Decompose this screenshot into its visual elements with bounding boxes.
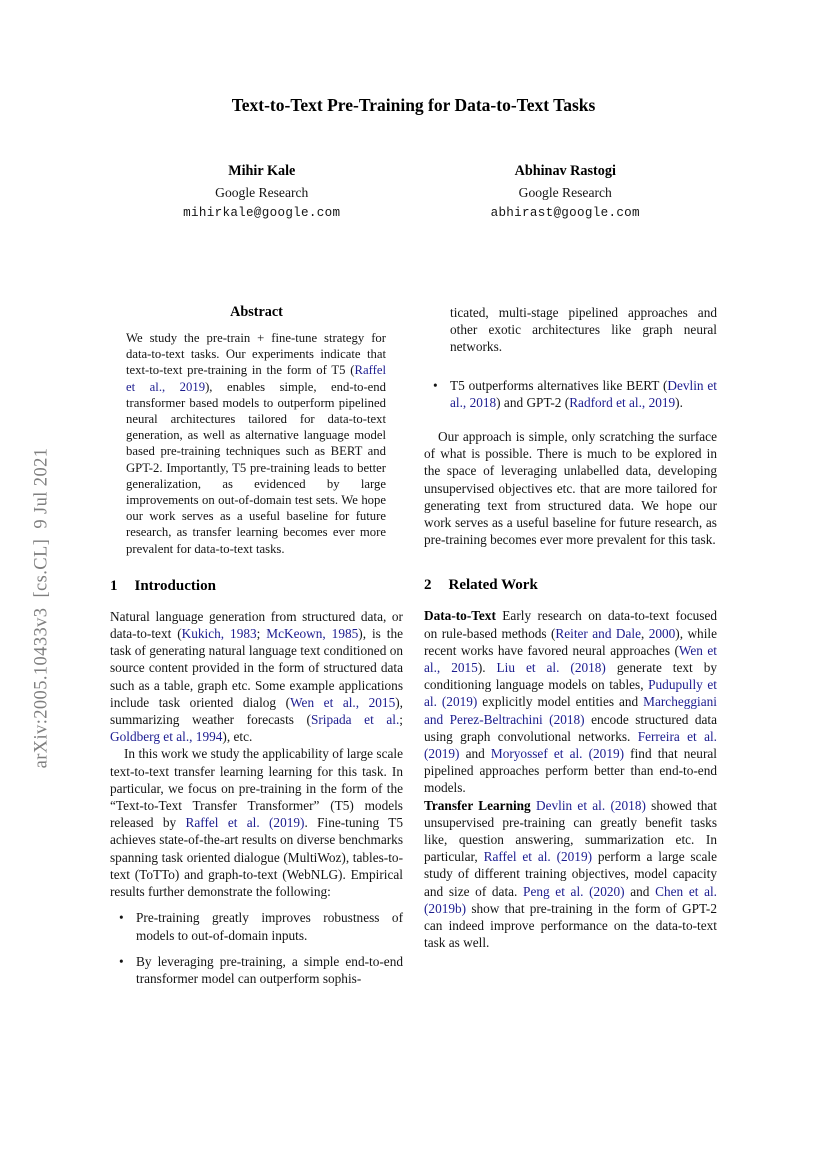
citation-link[interactable]: Wen et al., 2015 <box>424 642 717 676</box>
author-name: Abhinav Rastogi <box>514 163 616 179</box>
paragraph <box>110 745 403 900</box>
text-run: ; <box>256 626 267 642</box>
abstract-text <box>110 330 403 557</box>
citation-link[interactable]: Raffel et al., 2019 <box>126 363 386 394</box>
text-run: By leveraging pre-training, a simple end-to-end transformer model can outperform sophis- <box>136 953 403 986</box>
text-run: In this work we study the applicability of large scale text-to-text transfer learning learning for this task. In particular, we focus on pre-training in the form of the “Text-to-Text Transfer Transformer” (T5) models released by <box>110 746 403 831</box>
text-run: ticated, multi-stage pipelined approaches and other exotic architectures like graph neural networks. <box>450 305 717 355</box>
text-run: Our approach is simple, only scratching the surface of what is possible. There is much to be explored in the space of leveraging unlabelled data, developing unsupervised objectives etc. that are more tailored for generating text from structured data. We hope our work serves as a useful baseline for future research, as pre-training becomes ever more prevalent for this task. <box>424 429 717 548</box>
citation-link[interactable]: Wen et al., 2015 <box>290 694 396 710</box>
text-run: ; <box>399 712 403 728</box>
bullet-list-item <box>110 953 403 987</box>
text-run: ), while recent works have favored neural approaches ( <box>424 625 717 658</box>
citation-link[interactable]: Raffel et al. (2019) <box>483 849 593 865</box>
citation-link[interactable]: McKeown, 1985 <box>266 626 359 642</box>
paper-title: Text-to-Text Pre-Training for Data-to-Text Tasks <box>231 95 596 115</box>
section-number: 1 <box>110 577 118 594</box>
text-run: ) and GPT-2 ( <box>496 394 570 410</box>
text-run: encode structured data using graph convolutional networks. <box>424 711 717 744</box>
text-run: We study the pre-train + fine-tune strategy for data-to-text tasks. Our experiments indicate that text-to-text pre-training in the form of T5 ( <box>126 331 386 378</box>
bullet-text <box>136 953 403 987</box>
text-run: ), summarizing weather forecasts ( <box>110 694 403 728</box>
text-run: explicitly model entities and <box>477 694 644 710</box>
citation-link[interactable]: 2000 <box>648 625 676 641</box>
paragraph-lead-label: Data-to-Text <box>424 608 496 624</box>
citation-link[interactable]: Sripada et al. <box>310 712 400 728</box>
text-run: ). <box>477 660 497 676</box>
citation-link[interactable]: Goldberg et al., 1994 <box>110 729 223 745</box>
author-block <box>110 163 414 220</box>
text-run: show that pre-training in the form of GPT-2 can indeed improve performance on the data-to-text task as well. <box>424 900 717 951</box>
citation-link[interactable]: Reiter and Dale <box>555 625 641 641</box>
citation-link[interactable]: Radford et al., 2019 <box>569 394 676 410</box>
citation-link[interactable]: Pudupully et al. (2019) <box>424 677 717 710</box>
section-number: 2 <box>424 577 432 594</box>
paragraph-lead-label: Transfer Learning <box>424 797 531 813</box>
bullet-list-item <box>110 909 403 943</box>
citation-link[interactable]: Liu et al. (2018) <box>496 660 606 676</box>
citation-link[interactable]: Ferreira et al. (2019) <box>424 728 718 762</box>
citation-link[interactable]: Chen et al. (2019b) <box>424 883 717 916</box>
citation-link[interactable]: Peng et al. (2020) <box>523 883 625 899</box>
text-run: and <box>624 883 656 899</box>
section-heading-introduction <box>110 578 403 595</box>
text-run: and <box>459 746 491 762</box>
bullet-text <box>136 909 403 943</box>
paragraph <box>424 607 717 796</box>
bullet-text <box>450 377 717 411</box>
column-left <box>110 304 403 987</box>
author-block <box>414 163 718 220</box>
paragraph <box>110 608 403 746</box>
citation-link[interactable]: Kukich, 1983 <box>181 626 257 642</box>
text-run: T5 outperforms alternatives like BERT ( <box>450 377 668 393</box>
author-affiliation: Google Research <box>215 185 309 200</box>
bullet-list-item <box>424 377 717 411</box>
paragraph <box>424 428 717 548</box>
paragraph <box>424 797 717 952</box>
text-run: ), etc. <box>222 729 253 745</box>
text-run: perform a large scale study of different training objectives, model capacity and size of data. <box>424 849 718 899</box>
text-run: showed that unsupervised pre-training can greatly benefit tasks like, question answering, summarization etc. In particular, <box>424 797 717 865</box>
section-heading-related-work <box>424 577 717 594</box>
arxiv-stamp[interactable]: arXiv:2005.10433v3 [cs.CL] 9 Jul 2021 <box>31 447 52 769</box>
citation-link[interactable]: Devlin et al., 2018 <box>450 377 717 410</box>
author-affiliation: Google Research <box>518 185 612 200</box>
text-run: Pre-training greatly improves robustness of models to out-of-domain inputs. <box>136 910 403 943</box>
bullet-continuation-text <box>450 304 717 356</box>
section-title: Related Work <box>448 577 538 594</box>
author-email[interactable]: abhirast@google.com <box>490 206 640 220</box>
text-run: ), is the task of generating natural language text conditioned on source content provided in the form of structured data such as a table, graph etc. Some example applications include task oriented dialog ( <box>110 626 404 710</box>
bullet-icon: • <box>433 377 438 393</box>
citation-link[interactable]: Devlin et al. (2018) <box>535 797 646 813</box>
bullet-icon: • <box>119 910 124 926</box>
text-run: ), enables simple, end-to-end transformer based models to outperform pipelined neural architectures tailored for data-to-text generation, as well as alternative language model based pre-training techniques such as BERT and GPT-2. Importantly, T5 pre-training leads to better generalization, as evidenced by large improvements on out-of-domain test sets. We hope our work serves as a useful baseline for future research, as transfer learning becomes ever more prevalent for data-to-text tasks. <box>126 379 386 556</box>
section-title: Introduction <box>134 577 216 594</box>
text-run: ). <box>675 394 683 410</box>
text-run: Early research on data-to-text focused on rule-based methods ( <box>424 608 717 641</box>
bullet-icon: • <box>119 953 124 969</box>
citation-link[interactable]: Marcheggiani and Perez-Beltrachini (2018) <box>424 694 717 727</box>
author-block-row <box>110 163 717 220</box>
abstract-heading: Abstract <box>230 304 283 320</box>
text-run: generate text by conditioning language models on tables, <box>424 660 718 693</box>
author-name: Mihir Kale <box>228 163 296 179</box>
citation-link[interactable]: Moryossef et al. (2019) <box>490 746 625 762</box>
text-run: , <box>640 625 649 641</box>
author-email[interactable]: mihirkale@google.com <box>183 206 341 220</box>
text-run: find that neural pipelined approaches perform better than end-to-end models. <box>424 746 717 796</box>
citation-link[interactable]: Raffel et al. (2019) <box>185 815 305 831</box>
text-run: Natural language generation from structured data, or data-to-text ( <box>110 608 403 642</box>
column-right <box>424 304 717 952</box>
text-run: . Fine-tuning T5 achieves state-of-the-art results on diverse benchmarks spanning task oriented dialogue (MultiWoz), tables-to-text (ToTTo) and graph-to-text (WebNLG). Empirical results further demonstrate the following: <box>110 815 404 900</box>
